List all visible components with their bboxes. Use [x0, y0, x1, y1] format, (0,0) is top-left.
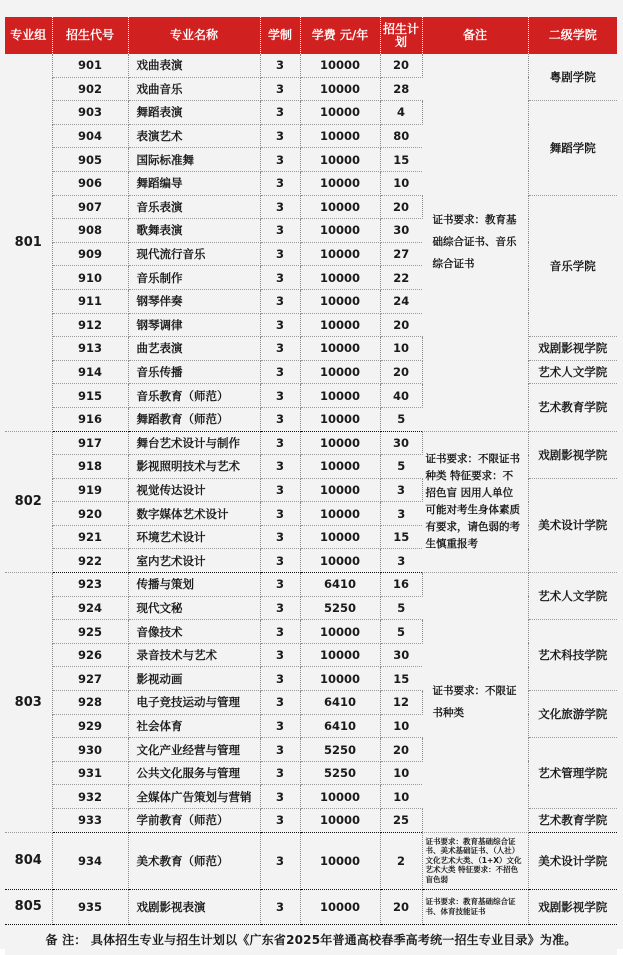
code-cell: 922 — [52, 549, 128, 573]
college-cell: 艺术人文学院 — [528, 573, 617, 620]
major-cell: 文化产业经营与管理 — [128, 738, 260, 762]
fee-cell: 10000 — [300, 77, 380, 101]
major-cell: 美术教育（师范） — [128, 832, 260, 889]
years-cell: 3 — [260, 219, 300, 243]
fee-cell: 10000 — [300, 360, 380, 384]
major-cell: 现代文秘 — [128, 596, 260, 620]
years-cell: 3 — [260, 266, 300, 290]
years-cell: 3 — [260, 573, 300, 597]
years-cell: 3 — [260, 691, 300, 715]
admissions-table — [5, 17, 617, 955]
code-cell: 902 — [52, 77, 128, 101]
note-cell: 证书要求：教育基础综合证书、体育技能证书 — [422, 889, 528, 924]
major-cell: 数字媒体艺术设计 — [128, 502, 260, 526]
major-cell: 钢琴伴奏 — [128, 289, 260, 313]
code-cell: 904 — [52, 124, 128, 148]
group-cell: 801 — [5, 54, 52, 431]
major-cell: 全媒体广告策划与营销 — [128, 785, 260, 809]
plan-cell: 30 — [380, 643, 422, 667]
table-row — [5, 573, 617, 597]
college-cell: 艺术教育学院 — [528, 809, 617, 833]
years-cell: 3 — [260, 785, 300, 809]
fee-cell: 10000 — [300, 785, 380, 809]
header-major: 专业名称 — [128, 17, 260, 54]
fee-cell: 10000 — [300, 313, 380, 337]
code-cell: 931 — [52, 761, 128, 785]
major-cell: 传播与策划 — [128, 573, 260, 597]
header-notes: 备注 — [422, 17, 528, 54]
years-cell: 3 — [260, 313, 300, 337]
years-cell: 3 — [260, 667, 300, 691]
years-cell: 3 — [260, 714, 300, 738]
fee-cell: 10000 — [300, 478, 380, 502]
code-cell: 932 — [52, 785, 128, 809]
code-cell: 915 — [52, 384, 128, 408]
major-cell: 学前教育（师范） — [128, 809, 260, 833]
plan-cell: 10 — [380, 785, 422, 809]
college-cell: 音乐学院 — [528, 195, 617, 337]
fee-cell: 10000 — [300, 832, 380, 889]
fee-cell: 10000 — [300, 195, 380, 219]
group-cell: 802 — [5, 431, 52, 573]
major-cell: 戏剧影视表演 — [128, 889, 260, 924]
code-cell: 906 — [52, 171, 128, 195]
plan-cell: 5 — [380, 407, 422, 431]
plan-cell: 12 — [380, 691, 422, 715]
plan-cell: 40 — [380, 384, 422, 408]
college-cell: 美术设计学院 — [528, 832, 617, 889]
years-cell: 3 — [260, 77, 300, 101]
years-cell: 3 — [260, 738, 300, 762]
code-cell: 909 — [52, 242, 128, 266]
plan-cell: 22 — [380, 266, 422, 290]
years-cell: 3 — [260, 809, 300, 833]
plan-cell: 80 — [380, 124, 422, 148]
code-cell: 920 — [52, 502, 128, 526]
fee-cell: 10000 — [300, 266, 380, 290]
plan-cell: 5 — [380, 620, 422, 644]
code-cell: 924 — [52, 596, 128, 620]
years-cell: 3 — [260, 643, 300, 667]
fee-cell: 6410 — [300, 714, 380, 738]
code-cell: 925 — [52, 620, 128, 644]
years-cell: 3 — [260, 101, 300, 125]
header-plan: 招生计划 — [380, 17, 422, 54]
college-cell: 艺术教育学院 — [528, 384, 617, 431]
years-cell: 3 — [260, 620, 300, 644]
major-cell: 曲艺表演 — [128, 337, 260, 361]
plan-cell: 30 — [380, 219, 422, 243]
plan-cell: 10 — [380, 171, 422, 195]
fee-cell: 5250 — [300, 738, 380, 762]
plan-cell: 16 — [380, 573, 422, 597]
code-cell: 929 — [52, 714, 128, 738]
major-cell: 音乐表演 — [128, 195, 260, 219]
college-cell: 戏剧影视学院 — [528, 431, 617, 478]
code-cell: 919 — [52, 478, 128, 502]
fee-cell: 10000 — [300, 124, 380, 148]
years-cell: 3 — [260, 171, 300, 195]
years-cell: 3 — [260, 195, 300, 219]
fee-cell: 10000 — [300, 431, 380, 455]
code-cell: 903 — [52, 101, 128, 125]
major-cell: 舞蹈编导 — [128, 171, 260, 195]
major-cell: 舞蹈表演 — [128, 101, 260, 125]
college-cell: 美术设计学院 — [528, 478, 617, 572]
plan-cell: 25 — [380, 809, 422, 833]
code-cell: 905 — [52, 148, 128, 172]
code-cell: 935 — [52, 889, 128, 924]
years-cell: 3 — [260, 549, 300, 573]
plan-cell: 30 — [380, 431, 422, 455]
major-cell: 室内艺术设计 — [128, 549, 260, 573]
years-cell: 3 — [260, 337, 300, 361]
fee-cell: 10000 — [300, 289, 380, 313]
code-cell: 910 — [52, 266, 128, 290]
major-cell: 舞台艺术设计与制作 — [128, 431, 260, 455]
plan-cell: 3 — [380, 549, 422, 573]
code-cell: 933 — [52, 809, 128, 833]
years-cell: 3 — [260, 431, 300, 455]
plan-cell: 10 — [380, 337, 422, 361]
major-cell: 舞蹈教育（师范） — [128, 407, 260, 431]
college-cell: 粤剧学院 — [528, 54, 617, 101]
note-cell: 证书要求：不限证书种类 特征要求：不招色盲 因用人单位可能对考生身体素质有要求，请色弱的考生慎重报考 — [422, 431, 528, 573]
plan-cell: 5 — [380, 455, 422, 479]
code-cell: 934 — [52, 832, 128, 889]
major-cell: 表演艺术 — [128, 124, 260, 148]
code-cell: 928 — [52, 691, 128, 715]
years-cell: 3 — [260, 360, 300, 384]
college-cell: 艺术人文学院 — [528, 360, 617, 384]
major-cell: 歌舞表演 — [128, 219, 260, 243]
group-cell: 804 — [5, 832, 52, 889]
plan-cell: 10 — [380, 714, 422, 738]
fee-cell: 10000 — [300, 171, 380, 195]
code-cell: 912 — [52, 313, 128, 337]
major-cell: 公共文化服务与管理 — [128, 761, 260, 785]
plan-cell: 20 — [380, 889, 422, 924]
plan-cell: 15 — [380, 667, 422, 691]
major-cell: 影视动画 — [128, 667, 260, 691]
fee-cell: 10000 — [300, 101, 380, 125]
major-cell: 国际标准舞 — [128, 148, 260, 172]
code-cell: 923 — [52, 573, 128, 597]
years-cell: 3 — [260, 242, 300, 266]
years-cell: 3 — [260, 525, 300, 549]
years-cell: 3 — [260, 384, 300, 408]
plan-cell: 28 — [380, 77, 422, 101]
fee-cell: 6410 — [300, 573, 380, 597]
plan-cell: 2 — [380, 832, 422, 889]
code-cell: 930 — [52, 738, 128, 762]
fee-cell: 5250 — [300, 761, 380, 785]
college-cell: 舞蹈学院 — [528, 101, 617, 195]
major-cell: 音像技术 — [128, 620, 260, 644]
code-cell: 918 — [52, 455, 128, 479]
years-cell: 3 — [260, 596, 300, 620]
fee-cell: 10000 — [300, 889, 380, 924]
years-cell: 3 — [260, 289, 300, 313]
years-cell: 3 — [260, 124, 300, 148]
plan-cell: 4 — [380, 101, 422, 125]
header-fee: 学费 元/年 — [300, 17, 380, 54]
fee-cell: 10000 — [300, 148, 380, 172]
fee-cell: 10000 — [300, 667, 380, 691]
group-cell: 805 — [5, 889, 52, 924]
major-cell: 环境艺术设计 — [128, 525, 260, 549]
major-cell: 录音技术与艺术 — [128, 643, 260, 667]
code-cell: 916 — [52, 407, 128, 431]
plan-cell: 20 — [380, 195, 422, 219]
fee-cell: 10000 — [300, 407, 380, 431]
table-row — [5, 431, 617, 455]
years-cell: 3 — [260, 502, 300, 526]
major-cell: 现代流行音乐 — [128, 242, 260, 266]
plan-cell: 5 — [380, 596, 422, 620]
table-row — [5, 54, 617, 77]
code-cell: 914 — [52, 360, 128, 384]
fee-cell: 10000 — [300, 455, 380, 479]
note-cell: 证书要求：不限证书种类 — [422, 573, 528, 833]
footer-row — [5, 924, 617, 955]
fee-cell: 10000 — [300, 643, 380, 667]
college-cell: 戏剧影视学院 — [528, 337, 617, 361]
fee-cell: 10000 — [300, 502, 380, 526]
college-cell: 艺术科技学院 — [528, 620, 617, 691]
plan-cell: 20 — [380, 54, 422, 77]
college-cell: 艺术管理学院 — [528, 738, 617, 809]
code-cell: 901 — [52, 54, 128, 77]
fee-cell: 10000 — [300, 242, 380, 266]
major-cell: 音乐教育（师范） — [128, 384, 260, 408]
fee-cell: 10000 — [300, 384, 380, 408]
fee-cell: 10000 — [300, 809, 380, 833]
major-cell: 音乐制作 — [128, 266, 260, 290]
plan-cell: 20 — [380, 360, 422, 384]
note-cell: 证书要求：教育基础综合证书、音乐综合证书 — [422, 54, 528, 431]
years-cell: 3 — [260, 761, 300, 785]
plan-cell: 20 — [380, 738, 422, 762]
years-cell: 3 — [260, 889, 300, 924]
table-row — [5, 889, 617, 924]
years-cell: 3 — [260, 407, 300, 431]
plan-cell: 3 — [380, 478, 422, 502]
fee-cell: 10000 — [300, 54, 380, 77]
major-cell: 视觉传达设计 — [128, 478, 260, 502]
table-row — [5, 832, 617, 889]
major-cell: 社会体育 — [128, 714, 260, 738]
plan-cell: 15 — [380, 525, 422, 549]
college-cell: 戏剧影视学院 — [528, 889, 617, 924]
header-years: 学制 — [260, 17, 300, 54]
years-cell: 3 — [260, 455, 300, 479]
fee-cell: 5250 — [300, 596, 380, 620]
major-cell: 钢琴调律 — [128, 313, 260, 337]
plan-cell: 10 — [380, 761, 422, 785]
header-college: 二级学院 — [528, 17, 617, 54]
header-row — [5, 17, 617, 54]
plan-cell: 15 — [380, 148, 422, 172]
code-cell: 908 — [52, 219, 128, 243]
fee-cell: 10000 — [300, 525, 380, 549]
years-cell: 3 — [260, 832, 300, 889]
years-cell: 3 — [260, 148, 300, 172]
code-cell: 927 — [52, 667, 128, 691]
code-cell: 913 — [52, 337, 128, 361]
fee-cell: 10000 — [300, 620, 380, 644]
footer-note: 备 注： 具体招生专业与招生计划以《广东省2025年普通高校春季高考统一招生专业目录》为准。 — [5, 924, 617, 955]
plan-cell: 27 — [380, 242, 422, 266]
plan-cell: 24 — [380, 289, 422, 313]
code-cell: 926 — [52, 643, 128, 667]
major-cell: 电子竞技运动与管理 — [128, 691, 260, 715]
fee-cell: 10000 — [300, 219, 380, 243]
code-cell: 921 — [52, 525, 128, 549]
major-cell: 影视照明技术与艺术 — [128, 455, 260, 479]
group-cell: 803 — [5, 573, 52, 833]
years-cell: 3 — [260, 478, 300, 502]
code-cell: 917 — [52, 431, 128, 455]
header-code: 招生代号 — [52, 17, 128, 54]
fee-cell: 10000 — [300, 337, 380, 361]
code-cell: 911 — [52, 289, 128, 313]
fee-cell: 10000 — [300, 549, 380, 573]
plan-cell: 20 — [380, 313, 422, 337]
college-cell: 文化旅游学院 — [528, 691, 617, 738]
years-cell: 3 — [260, 54, 300, 77]
note-cell: 证书要求：教育基础综合证书、美术基础证书、（人社）文化艺术大类、（1+X）文化艺术大类 特征要求：不招色盲色弱 — [422, 832, 528, 889]
header-group: 专业组 — [5, 17, 52, 54]
major-cell: 戏曲表演 — [128, 54, 260, 77]
fee-cell: 6410 — [300, 691, 380, 715]
plan-cell: 3 — [380, 502, 422, 526]
code-cell: 907 — [52, 195, 128, 219]
major-cell: 音乐传播 — [128, 360, 260, 384]
major-cell: 戏曲音乐 — [128, 77, 260, 101]
